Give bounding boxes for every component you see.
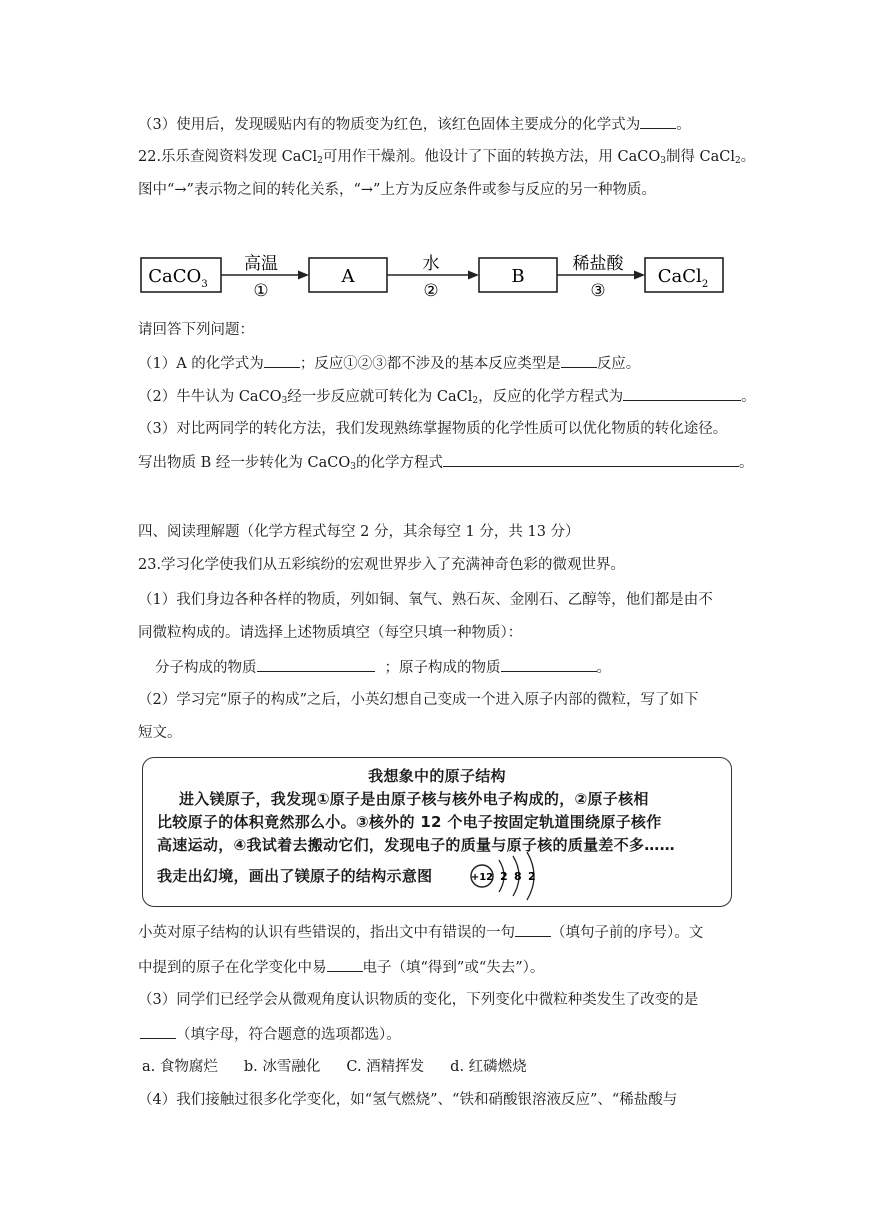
q22-prompt: 请回答下列问题： xyxy=(138,322,254,338)
option-a[interactable]: a. 食物腐烂 xyxy=(142,1059,218,1075)
q23-part1-line2: 同微粒构成的。请选择上述物质填空（每空只填一种物质）： xyxy=(138,625,523,641)
arrow-3 xyxy=(557,254,645,301)
arrow-1 xyxy=(221,254,309,301)
essay-line: 高速运动，④我试着去搬动它们，发现电子的质量与原子核的质量差不多…… xyxy=(157,836,675,854)
svg-text:CaCl2: CaCl$_2$ xyxy=(657,266,709,290)
shell-electrons: 2 xyxy=(528,870,536,883)
q23-intro: 23.学习化学使我们从五彩缤纷的宏观世界步入了充满神奇色彩的微观世界。 xyxy=(138,557,626,573)
answer-blank[interactable] xyxy=(443,452,739,467)
q22-stem-line1: 22.乐乐查阅资料发现 CaCl$_2$可用作干燥剂。他设计了下面的转换方法，用 CaCO$_3$制得 CaCl$_2$。 xyxy=(138,149,756,166)
q23-part2-question-line2: 中提到的原子在化学变化中易 电子（填“得到”或“失去”）。 xyxy=(138,957,544,978)
q23-part3-options xyxy=(142,1057,553,1077)
q23-part2-line2: 短文。 xyxy=(138,725,182,741)
answer-blank[interactable] xyxy=(257,657,375,672)
q23-part2-question-line1: 小英对原子结构的认识有些错误的，指出文中有错误的一句 （填句子前的序号）。文 xyxy=(138,922,703,943)
answer-blank[interactable] xyxy=(561,353,597,368)
answer-blank[interactable] xyxy=(140,1024,176,1039)
q22-part3-equation: 写出物质 B 经一步转化为 CaCO$_3$的化学方程式 。 xyxy=(138,452,753,473)
answer-blank[interactable] xyxy=(515,922,551,937)
q22-part3: （3）对比两同学的转化方法，我们发现熟练掌握物质的化学性质可以优化物质的转化途径。 xyxy=(138,421,728,437)
q23-part3-line2: （填字母，符合题意的选项都选）。 xyxy=(140,1024,401,1045)
q23-part1-blanks: 分子构成的物质 ；原子构成的物质 。 xyxy=(155,657,611,678)
arrow-2 xyxy=(387,254,479,301)
svg-text:B: B xyxy=(511,266,525,287)
option-d[interactable]: d. 红磷燃烧 xyxy=(450,1059,527,1075)
node-cacl2 xyxy=(645,258,723,292)
node-caco3 xyxy=(141,258,221,292)
q23-part3-line1: （3）同学们已经学会从微观角度认识物质的变化，下列变化中微粒种类发生了改变的是 xyxy=(138,992,699,1008)
svg-text:CaCO3: CaCO$_3$ xyxy=(148,266,208,290)
essay-line: 进入镁原子，我发现①原子是由原子核与核外电子构成的，②原子核相 xyxy=(179,790,649,808)
nucleus-charge: +12 xyxy=(470,872,494,883)
essay-line: 比较原子的体积竟然那么小。③核外的 12 个电子按固定轨道围绕原子核作 xyxy=(157,813,662,831)
shell-electrons: 2 xyxy=(500,870,508,883)
arrow-2-condition: 水 xyxy=(422,254,440,274)
conversion-flow-diagram xyxy=(138,250,728,302)
arrow-3-number: ③ xyxy=(590,281,606,301)
arrow-1-condition: 高温 xyxy=(244,254,278,274)
option-c[interactable]: C. 酒精挥发 xyxy=(346,1059,425,1075)
essay-box xyxy=(142,757,732,907)
shell-electrons: 8 xyxy=(514,870,522,883)
q22-part2: （2）牛牛认为 CaCO$_3$经一步反应就可转化为 CaCl$_2$，反应的化学方程式为 。 xyxy=(138,386,756,407)
essay-line: 我走出幻境，画出了镁原子的结构示意图 xyxy=(157,867,433,885)
answer-blank[interactable] xyxy=(623,386,741,401)
q22-stem-line2: 图中“→”表示物之间的转化关系，“→”上方为反应条件或参与反应的另一种物质。 xyxy=(138,182,656,198)
node-b xyxy=(479,258,557,292)
section-4-heading: 四、阅读理解题（化学方程式每空 2 分，其余每空 1 分，共 13 分） xyxy=(138,524,580,540)
magnesium-atom-diagram xyxy=(469,850,579,902)
svg-text:A: A xyxy=(341,266,355,287)
option-b[interactable]: b. 冰雪融化 xyxy=(243,1059,321,1075)
essay-title: 我想象中的原子结构 xyxy=(368,767,506,785)
q23-part1-line1: （1）我们身边各种各样的物质，列如铜、氧气、熟石灰、金刚石、乙醇等，他们都是由不 xyxy=(138,592,713,608)
answer-blank[interactable] xyxy=(501,657,597,672)
arrow-2-number: ② xyxy=(423,281,439,301)
answer-blank[interactable] xyxy=(264,353,300,368)
q23-part2-line1: （2）学习完“原子的构成”之后，小英幻想自己变成一个进入原子内部的微粒，写了如下 xyxy=(138,692,699,708)
arrow-3-condition: 稀盐酸 xyxy=(572,254,624,274)
answer-blank[interactable] xyxy=(640,114,676,129)
answer-blank[interactable] xyxy=(327,957,363,972)
arrow-1-number: ① xyxy=(253,281,269,301)
q22-part1: （1）A 的化学式为 ；反应①②③都不涉及的基本反应类型是 反应。 xyxy=(138,353,640,374)
node-a xyxy=(309,258,387,292)
q23-part4: （4）我们接触过很多化学变化，如“氢气燃烧”、“铁和硝酸银溶液反应”、“稀盐酸与 xyxy=(138,1092,678,1108)
q21-part3: （3）使用后，发现暖贴内有的物质变为红色，该红色固体主要成分的化学式为 。 xyxy=(138,114,691,135)
